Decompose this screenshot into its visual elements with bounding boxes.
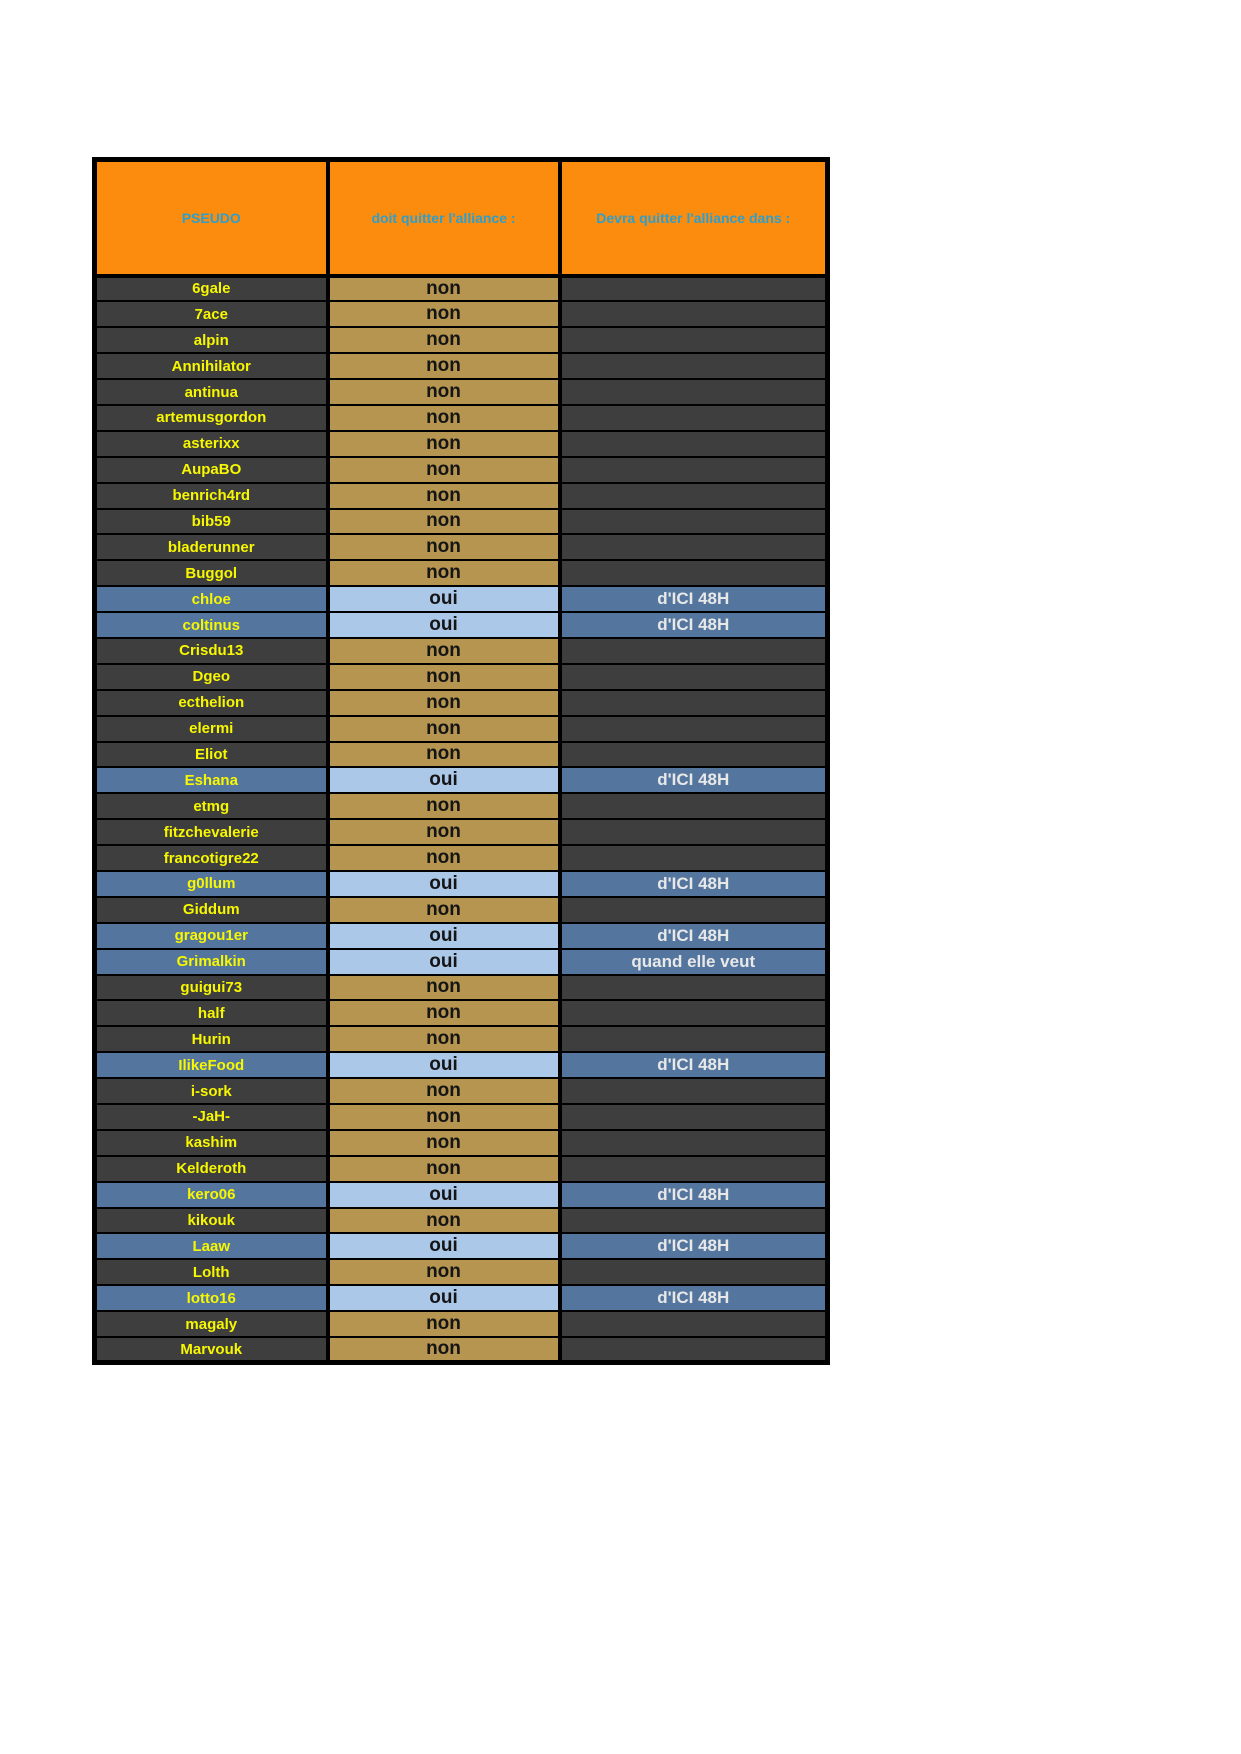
answer-cell: non bbox=[328, 638, 560, 664]
answer-cell: oui bbox=[328, 767, 560, 793]
pseudo-cell: IlikeFood bbox=[95, 1052, 328, 1078]
header-row bbox=[95, 160, 828, 276]
table-row bbox=[95, 1337, 828, 1363]
roster-table-body bbox=[95, 276, 828, 1363]
pseudo-cell: Kelderoth bbox=[95, 1156, 328, 1182]
pseudo-cell: Giddum bbox=[95, 897, 328, 923]
answer-cell: oui bbox=[328, 923, 560, 949]
deadline-cell bbox=[560, 457, 828, 483]
pseudo-cell: kikouk bbox=[95, 1208, 328, 1234]
answer-cell: non bbox=[328, 1311, 560, 1337]
table-row bbox=[95, 353, 828, 379]
table-row bbox=[95, 767, 828, 793]
pseudo-cell: francotigre22 bbox=[95, 845, 328, 871]
table-row bbox=[95, 301, 828, 327]
answer-cell: non bbox=[328, 483, 560, 509]
deadline-cell: d'ICI 48H bbox=[560, 1233, 828, 1259]
deadline-cell bbox=[560, 1156, 828, 1182]
deadline-cell bbox=[560, 483, 828, 509]
table-row bbox=[95, 638, 828, 664]
pseudo-cell: Dgeo bbox=[95, 664, 328, 690]
table-row bbox=[95, 327, 828, 353]
pseudo-cell: half bbox=[95, 1000, 328, 1026]
pseudo-cell: magaly bbox=[95, 1311, 328, 1337]
pseudo-cell: Laaw bbox=[95, 1233, 328, 1259]
table-row bbox=[95, 923, 828, 949]
table-row bbox=[95, 1078, 828, 1104]
answer-cell: non bbox=[328, 1259, 560, 1285]
table-row bbox=[95, 819, 828, 845]
answer-cell: non bbox=[328, 509, 560, 535]
table-row bbox=[95, 793, 828, 819]
answer-cell: non bbox=[328, 353, 560, 379]
table-row bbox=[95, 612, 828, 638]
pseudo-cell: -JaH- bbox=[95, 1104, 328, 1130]
table-row bbox=[95, 1026, 828, 1052]
table-row bbox=[95, 1259, 828, 1285]
deadline-cell bbox=[560, 1259, 828, 1285]
roster-table-header bbox=[95, 160, 828, 276]
roster-table bbox=[92, 157, 830, 1365]
answer-cell: non bbox=[328, 431, 560, 457]
deadline-cell bbox=[560, 975, 828, 1001]
pseudo-cell: Buggol bbox=[95, 560, 328, 586]
deadline-cell bbox=[560, 431, 828, 457]
table-row bbox=[95, 509, 828, 535]
table-row bbox=[95, 1311, 828, 1337]
deadline-cell: quand elle veut bbox=[560, 949, 828, 975]
answer-cell: non bbox=[328, 1208, 560, 1234]
deadline-cell: d'ICI 48H bbox=[560, 767, 828, 793]
table-row bbox=[95, 1104, 828, 1130]
pseudo-cell: Eshana bbox=[95, 767, 328, 793]
table-row bbox=[95, 1000, 828, 1026]
table-row bbox=[95, 431, 828, 457]
deadline-cell bbox=[560, 716, 828, 742]
deadline-cell bbox=[560, 276, 828, 302]
pseudo-cell: AupaBO bbox=[95, 457, 328, 483]
table-row bbox=[95, 1052, 828, 1078]
table-row bbox=[95, 379, 828, 405]
table-row bbox=[95, 276, 828, 302]
answer-cell: non bbox=[328, 1156, 560, 1182]
table-row bbox=[95, 457, 828, 483]
deadline-cell: d'ICI 48H bbox=[560, 586, 828, 612]
pseudo-cell: lotto16 bbox=[95, 1285, 328, 1311]
pseudo-cell: benrich4rd bbox=[95, 483, 328, 509]
pseudo-cell: guigui73 bbox=[95, 975, 328, 1001]
answer-cell: oui bbox=[328, 1233, 560, 1259]
table-row bbox=[95, 742, 828, 768]
table-row bbox=[95, 949, 828, 975]
answer-cell: non bbox=[328, 457, 560, 483]
answer-cell: non bbox=[328, 664, 560, 690]
pseudo-cell: kero06 bbox=[95, 1182, 328, 1208]
pseudo-cell: coltinus bbox=[95, 612, 328, 638]
deadline-cell bbox=[560, 1104, 828, 1130]
pseudo-cell: gragou1er bbox=[95, 923, 328, 949]
answer-cell: non bbox=[328, 742, 560, 768]
header-must-leave: doit quitter l'alliance : bbox=[328, 160, 560, 276]
header-pseudo: PSEUDO bbox=[95, 160, 328, 276]
table-row bbox=[95, 1233, 828, 1259]
pseudo-cell: Marvouk bbox=[95, 1337, 328, 1363]
deadline-cell bbox=[560, 1078, 828, 1104]
deadline-cell bbox=[560, 1000, 828, 1026]
pseudo-cell: chloe bbox=[95, 586, 328, 612]
deadline-cell bbox=[560, 1337, 828, 1363]
table-row bbox=[95, 1130, 828, 1156]
table-row bbox=[95, 897, 828, 923]
pseudo-cell: asterixx bbox=[95, 431, 328, 457]
answer-cell: non bbox=[328, 1104, 560, 1130]
pseudo-cell: fitzchevalerie bbox=[95, 819, 328, 845]
table-row bbox=[95, 1182, 828, 1208]
deadline-cell: d'ICI 48H bbox=[560, 923, 828, 949]
pseudo-cell: artemusgordon bbox=[95, 405, 328, 431]
deadline-cell bbox=[560, 509, 828, 535]
answer-cell: non bbox=[328, 276, 560, 302]
table-row bbox=[95, 560, 828, 586]
table-row bbox=[95, 871, 828, 897]
table-row bbox=[95, 716, 828, 742]
answer-cell: oui bbox=[328, 949, 560, 975]
answer-cell: oui bbox=[328, 1182, 560, 1208]
answer-cell: non bbox=[328, 1026, 560, 1052]
answer-cell: non bbox=[328, 534, 560, 560]
deadline-cell bbox=[560, 793, 828, 819]
deadline-cell bbox=[560, 327, 828, 353]
pseudo-cell: Lolth bbox=[95, 1259, 328, 1285]
deadline-cell: d'ICI 48H bbox=[560, 1285, 828, 1311]
answer-cell: non bbox=[328, 301, 560, 327]
pseudo-cell: Hurin bbox=[95, 1026, 328, 1052]
deadline-cell bbox=[560, 1130, 828, 1156]
answer-cell: non bbox=[328, 690, 560, 716]
answer-cell: oui bbox=[328, 586, 560, 612]
pseudo-cell: 7ace bbox=[95, 301, 328, 327]
answer-cell: non bbox=[328, 897, 560, 923]
table-row bbox=[95, 483, 828, 509]
deadline-cell: d'ICI 48H bbox=[560, 1182, 828, 1208]
deadline-cell bbox=[560, 1311, 828, 1337]
deadline-cell bbox=[560, 534, 828, 560]
pseudo-cell: antinua bbox=[95, 379, 328, 405]
deadline-cell bbox=[560, 301, 828, 327]
deadline-cell bbox=[560, 560, 828, 586]
deadline-cell bbox=[560, 379, 828, 405]
deadline-cell bbox=[560, 819, 828, 845]
deadline-cell bbox=[560, 845, 828, 871]
pseudo-cell: alpin bbox=[95, 327, 328, 353]
pseudo-cell: kashim bbox=[95, 1130, 328, 1156]
table-row bbox=[95, 975, 828, 1001]
answer-cell: non bbox=[328, 845, 560, 871]
answer-cell: non bbox=[328, 716, 560, 742]
deadline-cell bbox=[560, 897, 828, 923]
answer-cell: non bbox=[328, 405, 560, 431]
pseudo-cell: Crisdu13 bbox=[95, 638, 328, 664]
answer-cell: non bbox=[328, 1130, 560, 1156]
deadline-cell bbox=[560, 742, 828, 768]
table-row bbox=[95, 664, 828, 690]
pseudo-cell: etmg bbox=[95, 793, 328, 819]
answer-cell: oui bbox=[328, 1285, 560, 1311]
table-row bbox=[95, 405, 828, 431]
pseudo-cell: Grimalkin bbox=[95, 949, 328, 975]
pseudo-cell: 6gale bbox=[95, 276, 328, 302]
answer-cell: non bbox=[328, 975, 560, 1001]
pseudo-cell: i-sork bbox=[95, 1078, 328, 1104]
pseudo-cell: g0llum bbox=[95, 871, 328, 897]
pseudo-cell: bib59 bbox=[95, 509, 328, 535]
pseudo-cell: elermi bbox=[95, 716, 328, 742]
deadline-cell bbox=[560, 690, 828, 716]
answer-cell: non bbox=[328, 379, 560, 405]
table-row bbox=[95, 690, 828, 716]
table-row bbox=[95, 1208, 828, 1234]
table-row bbox=[95, 845, 828, 871]
deadline-cell bbox=[560, 1208, 828, 1234]
answer-cell: oui bbox=[328, 612, 560, 638]
deadline-cell bbox=[560, 1026, 828, 1052]
table-row bbox=[95, 586, 828, 612]
answer-cell: non bbox=[328, 1337, 560, 1363]
deadline-cell: d'ICI 48H bbox=[560, 1052, 828, 1078]
deadline-cell bbox=[560, 638, 828, 664]
pseudo-cell: Annihilator bbox=[95, 353, 328, 379]
pseudo-cell: bladerunner bbox=[95, 534, 328, 560]
table-row bbox=[95, 1156, 828, 1182]
pseudo-cell: ecthelion bbox=[95, 690, 328, 716]
table-row bbox=[95, 534, 828, 560]
deadline-cell bbox=[560, 664, 828, 690]
answer-cell: non bbox=[328, 1078, 560, 1104]
answer-cell: non bbox=[328, 1000, 560, 1026]
deadline-cell: d'ICI 48H bbox=[560, 871, 828, 897]
deadline-cell bbox=[560, 405, 828, 431]
deadline-cell bbox=[560, 353, 828, 379]
header-deadline: Devra quitter l'alliance dans : bbox=[560, 160, 828, 276]
answer-cell: non bbox=[328, 819, 560, 845]
deadline-cell: d'ICI 48H bbox=[560, 612, 828, 638]
pseudo-cell: Eliot bbox=[95, 742, 328, 768]
answer-cell: non bbox=[328, 793, 560, 819]
answer-cell: oui bbox=[328, 871, 560, 897]
answer-cell: oui bbox=[328, 1052, 560, 1078]
answer-cell: non bbox=[328, 560, 560, 586]
answer-cell: non bbox=[328, 327, 560, 353]
table-row bbox=[95, 1285, 828, 1311]
